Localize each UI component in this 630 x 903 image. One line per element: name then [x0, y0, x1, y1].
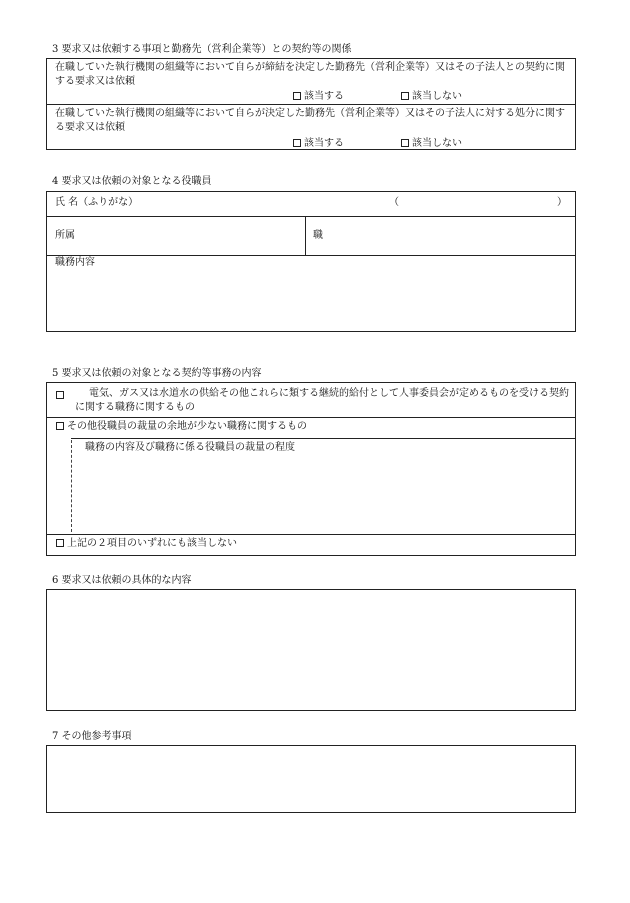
section3-row2-yes[interactable]: [293, 137, 344, 151]
section7-title: 7 その他参考事項: [52, 731, 132, 742]
name-label: 氏 名（ふりがな）: [55, 197, 139, 208]
section3-row2-text: 在職していた執行機関の組織等において自らが決定した勤務先（営利企業等）又はその子法人に対する処分に関する要求又は依頼: [55, 108, 565, 133]
divider: [47, 255, 575, 256]
name-paren-open: （: [389, 197, 399, 208]
section3-row1-text: 在職していた執行機関の組織等において自らが締結を決定した勤務先（営利企業等）又はその子法人との契約に関する要求又は依頼: [55, 62, 565, 87]
checkbox-icon[interactable]: [56, 391, 64, 399]
section4-title: 4 要求又は依頼の対象となる役職員: [52, 176, 212, 187]
section5-item2-label: その他役職員の裁量の余地が少ない職務に関するもの: [67, 421, 307, 432]
affiliation-label: 所属: [55, 230, 75, 241]
section3-row1-no-label: 該当しない: [412, 91, 462, 102]
divider: [47, 216, 575, 217]
section5-item3[interactable]: [56, 537, 237, 551]
duties-label: 職務内容: [55, 257, 95, 268]
checkbox-icon[interactable]: [293, 139, 301, 147]
checkbox-icon[interactable]: [401, 139, 409, 147]
checkbox-icon[interactable]: [401, 92, 409, 100]
section7-textbox[interactable]: [46, 745, 576, 813]
section4-table: [46, 191, 576, 332]
checkbox-icon[interactable]: [293, 92, 301, 100]
section6-title: 6 要求又は依頼の具体的な内容: [52, 575, 192, 586]
position-label: 職: [313, 230, 323, 241]
section5-table: [46, 382, 576, 556]
section3-row2-yes-label: 該当する: [304, 138, 344, 149]
section6-textbox[interactable]: [46, 589, 576, 711]
divider: [71, 438, 575, 439]
divider: [47, 534, 575, 535]
section3-row2-no-label: 該当しない: [412, 138, 462, 149]
section3-row2-no[interactable]: [401, 137, 462, 151]
checkbox-icon[interactable]: [56, 422, 64, 430]
section3-row1-yes-label: 該当する: [304, 91, 344, 102]
divider-vertical: [305, 216, 306, 255]
section5-item1: 電気、ガス又は水道水の供給その他これらに類する継続的給付として人事委員会が定めるものを受ける契約に関する職務に関するもの: [75, 388, 569, 413]
section5-item3-label: 上記の２項目のいずれにも該当しない: [67, 538, 237, 549]
section5-item2[interactable]: [56, 420, 307, 434]
section3-title: 3 要求又は依頼する事項と勤務先（営利企業等）との契約等の関係: [52, 44, 352, 55]
divider: [47, 104, 575, 105]
section3-table: [46, 58, 576, 150]
section5-item2-detail: 職務の内容及び職務に係る役職員の裁量の程度: [85, 442, 295, 453]
section5-title: 5 要求又は依頼の対象となる契約等事務の内容: [52, 368, 262, 379]
section3-row1-yes[interactable]: [293, 90, 344, 104]
section3-row1-no[interactable]: [401, 90, 462, 104]
dotted-divider: [71, 440, 72, 532]
checkbox-icon[interactable]: [56, 539, 64, 547]
divider: [47, 417, 575, 418]
name-paren-close: ）: [557, 197, 567, 208]
